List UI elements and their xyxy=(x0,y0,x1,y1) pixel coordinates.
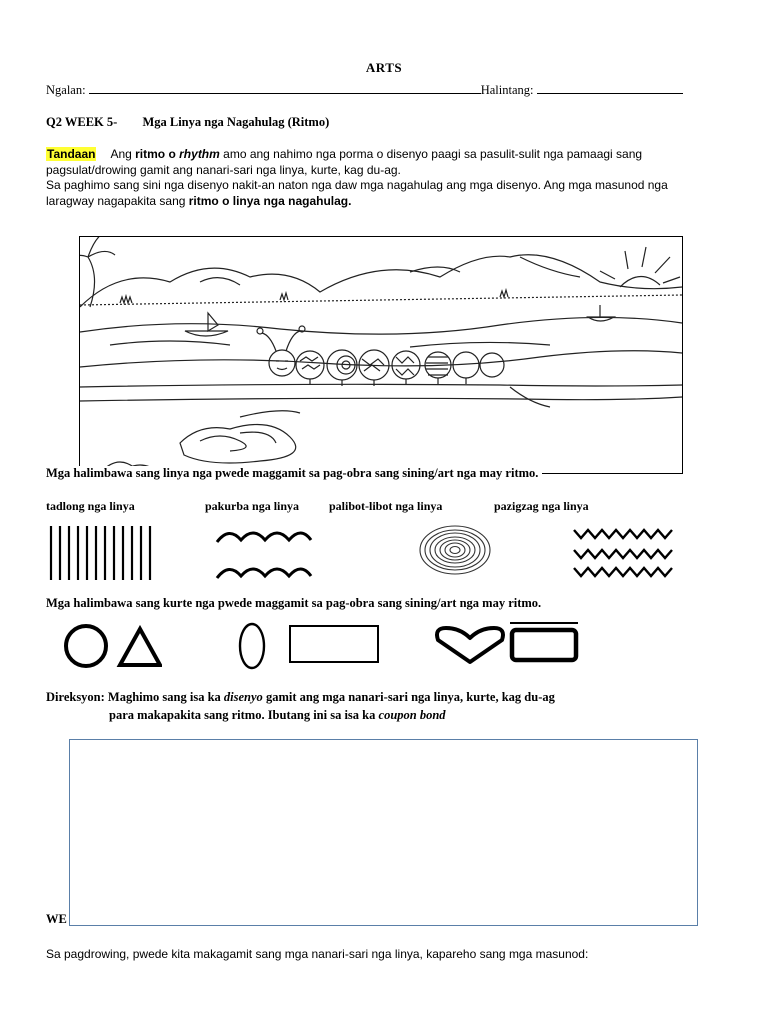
rhythm-scene-illustration xyxy=(79,236,683,474)
tandaan-line-4-bold: ritmo o linya nga nagahulag. xyxy=(188,194,352,208)
tandaan-text-pre: Ang xyxy=(110,147,136,161)
grade-label: Halintang: xyxy=(480,83,534,97)
tandaan-line-4-text: laragway nagapakita sang xyxy=(46,194,189,208)
name-blank[interactable] xyxy=(89,82,481,94)
triangle-icon xyxy=(120,629,160,665)
tandaan-line-2: pagsulat/drowing gamit ang nanari-sari nga linya, kurte, kag du-ag. xyxy=(46,163,401,177)
circle-triangle-shapes xyxy=(62,623,162,669)
tandaan-text-post: amo ang nahimo nga porma o disenyo paagi sa pasulit-sulit nga pamaagi sang xyxy=(219,147,643,161)
straight-lines-icon xyxy=(48,524,154,582)
line-label-curved: pakurba nga linya xyxy=(205,499,300,513)
hidden-week-heading: WE xyxy=(46,912,67,926)
line-label-spiral: palibot-libot nga linya xyxy=(329,499,443,513)
direction-line-2-italic: coupon bond xyxy=(378,708,446,722)
tandaan-line-1 xyxy=(46,147,642,161)
direction-text-pre: Direksyon: Maghimo sang isa ka xyxy=(46,690,224,704)
zigzag-icon xyxy=(572,524,678,580)
direction-text-post: gamit ang mga nanari-sari nga linya, kurte, kag du-ag xyxy=(262,690,555,704)
rectangle-icon xyxy=(288,624,382,664)
heart-icon xyxy=(432,624,508,666)
grade-blank[interactable] xyxy=(537,82,683,94)
curved-lines-icon xyxy=(215,524,313,582)
tandaan-bold: ritmo o xyxy=(135,147,180,161)
footer-line: Sa pagdrowing, pwede kita makagamit sang mga nanari-sari nga linya, kapareho sang mga masunod: xyxy=(46,947,589,961)
page-title: ARTS xyxy=(365,60,403,75)
name-label: Ngalan: xyxy=(46,83,86,97)
week-label: Q2 WEEK 5- xyxy=(46,115,118,129)
drawing-answer-box[interactable] xyxy=(69,739,698,926)
direction-line-2 xyxy=(109,708,446,723)
tandaan-line-4 xyxy=(46,194,351,208)
line-label-straight: tadlong nga linya xyxy=(46,499,135,513)
line-label-zigzag: pazigzag nga linya xyxy=(494,499,589,513)
lines-heading: Mga halimbawa sang linya nga pwede maggamit sa pag-obra sang sining/art nga may ritmo. xyxy=(46,466,542,481)
name-grade-row xyxy=(46,82,683,98)
oval-icon xyxy=(237,621,267,671)
tandaan-label: Tandaan xyxy=(47,147,96,161)
topic-title: Mga Linya nga Nagahulag (Ritmo) xyxy=(142,115,330,129)
direction-italic: disenyo xyxy=(223,690,263,704)
direction-line-1 xyxy=(46,690,555,705)
shapes-heading: Mga halimbawa sang kurte nga pwede maggamit sa pag-obra sang sining/art nga may ritmo. xyxy=(46,596,542,610)
tandaan-line-3: Sa paghimo sang sini nga disenyo nakit-an naton nga daw mga nagahulag ang mga disenyo. Ang mga masunod nga xyxy=(46,178,668,192)
week-heading xyxy=(46,115,329,130)
scene-drawing xyxy=(80,237,682,473)
rounded-rectangle-icon xyxy=(506,620,582,664)
spiral-icon xyxy=(417,524,493,576)
tandaan-italic: rhythm xyxy=(179,147,220,161)
circle-icon xyxy=(66,626,106,666)
direction-line-2-text: para makapakita sang ritmo. Ibutang ini sa isa ka xyxy=(109,708,379,722)
